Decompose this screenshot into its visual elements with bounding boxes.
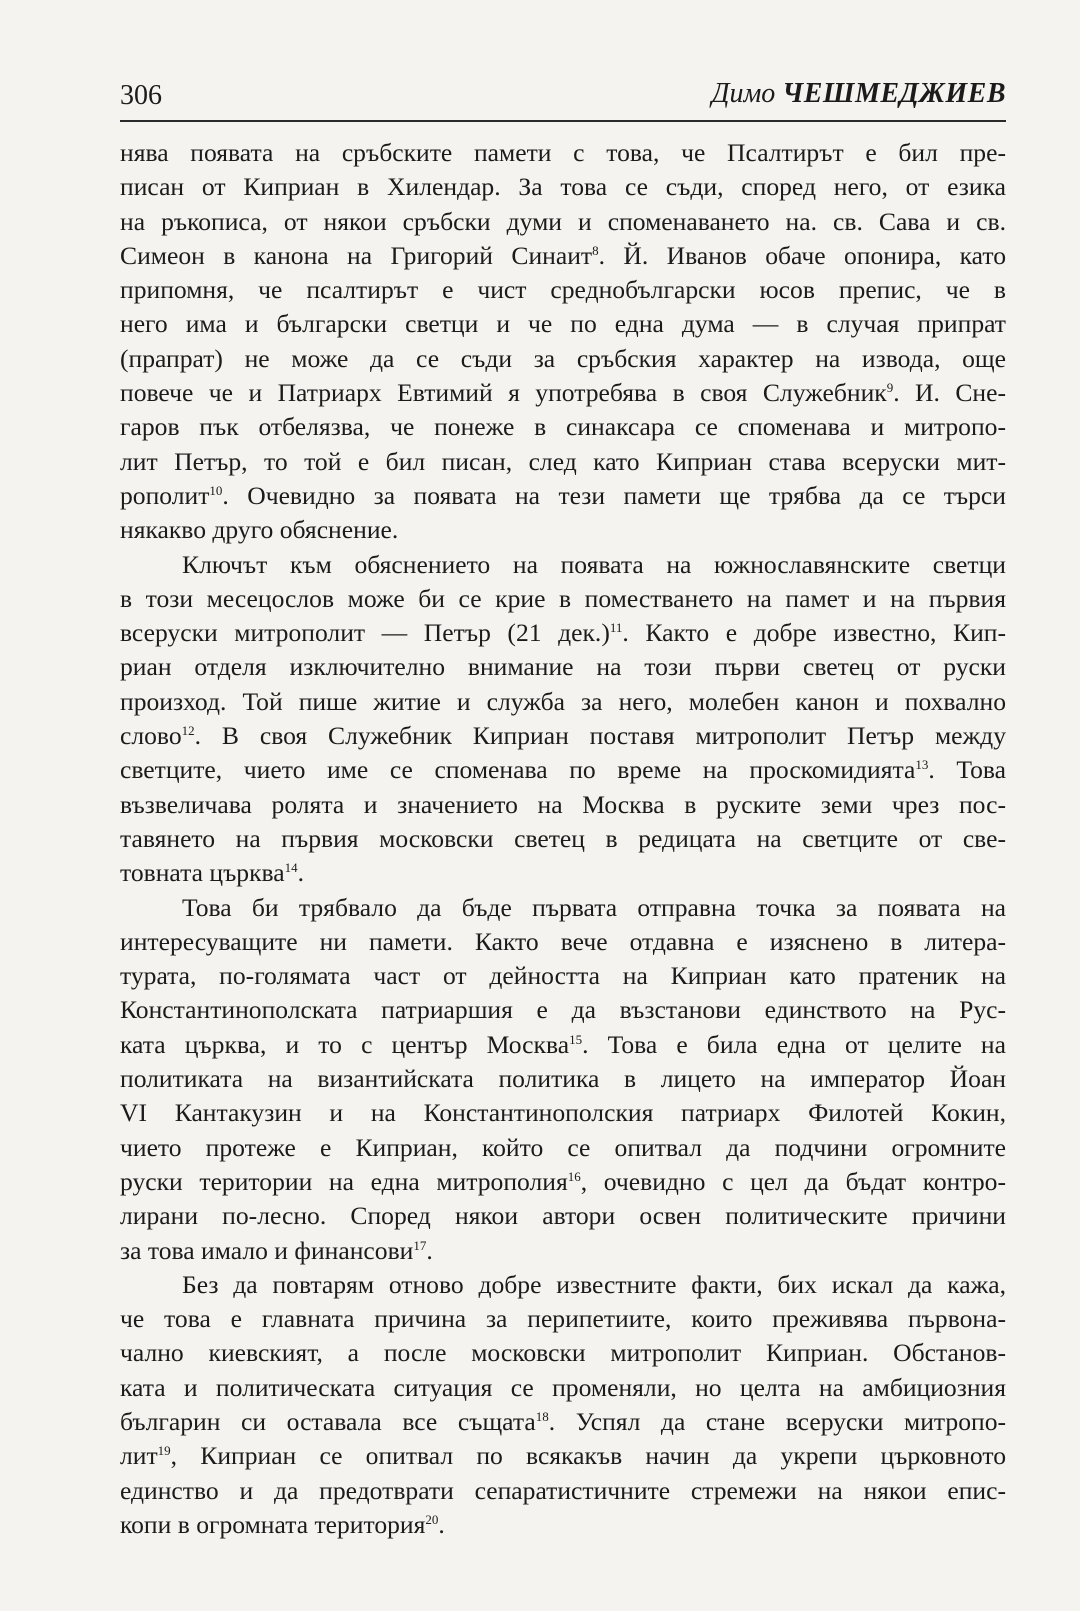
line-text-after-footnote: . xyxy=(426,1235,433,1265)
author-first-name: Димо xyxy=(711,78,776,109)
text-line xyxy=(120,1028,1006,1062)
page-header xyxy=(120,76,1006,120)
header-rule xyxy=(120,120,1006,122)
line-text: Това би трябвало да бъде първата отправна точка за появата на xyxy=(182,892,1006,922)
line-text: него има и български светци и че по една дума — в случая припрат xyxy=(120,309,1006,339)
text-line xyxy=(120,788,1006,822)
line-text: турата, по-голямата част от дейността на Киприан като пратеник на xyxy=(120,961,1006,991)
line-text: VI Кантакузин и на Константинополския патриарх Филотей Кокин, xyxy=(120,1098,1006,1128)
footnote-ref: 11 xyxy=(609,620,623,636)
line-text-after-footnote: , Киприан се опитвал по всякакъв начин да укрепи църковното xyxy=(170,1441,1006,1471)
line-text-after-footnote: . Й. Иванов обаче опонира, като xyxy=(598,240,1006,270)
line-text: гаров пък отбелязва, че понеже в синаксара се споменава и митропо- xyxy=(120,412,1006,442)
line-text: възвеличава ролята и значението на Москва в руските земи чрез пос- xyxy=(120,789,1006,819)
line-text-after-footnote: , очевидно с цел да бъдат контро- xyxy=(580,1166,1006,1196)
line-text: ката църква, и то с център Москва xyxy=(120,1029,570,1059)
line-text: припомня, че псалтирът е чист среднобългарски юсов препис, че в xyxy=(120,275,1006,305)
line-text: слово xyxy=(120,721,182,751)
text-line xyxy=(120,753,1006,787)
text-line xyxy=(120,1439,1006,1473)
text-line xyxy=(120,410,1006,444)
line-text: чието протеже е Киприан, който се опитвал да подчини огромните xyxy=(120,1132,1006,1162)
text-line xyxy=(120,170,1006,204)
line-text: тавянето на първия московски светец в редицата на светците от све- xyxy=(120,823,1006,853)
text-line xyxy=(120,719,1006,753)
line-text-after-footnote: . И. Сне- xyxy=(893,378,1006,408)
text-line xyxy=(120,616,1006,650)
footnote-ref: 16 xyxy=(567,1168,581,1184)
line-text-after-footnote: . Очевидно за появата на тези памети ще трябва да се търси xyxy=(222,480,1006,510)
footnote-ref: 20 xyxy=(425,1511,439,1527)
line-text: лит xyxy=(120,1441,158,1471)
line-text-after-footnote: . Това xyxy=(928,755,1006,785)
text-line xyxy=(120,513,1006,547)
paragraph-first-line xyxy=(120,548,1006,582)
line-text: товната църква xyxy=(120,858,285,888)
line-text-after-footnote: . Както е добре известно, Кип- xyxy=(622,618,1006,648)
line-text-after-footnote: . xyxy=(297,858,305,888)
line-text: лит Петър, то той е бил писан, след като Киприан става всеруски мит- xyxy=(120,446,1006,476)
line-text: нява появата на сръбските памети с това, че Псалтирът е бил пре- xyxy=(120,138,1006,167)
line-text-after-footnote: . xyxy=(438,1509,445,1539)
text-line xyxy=(120,342,1006,376)
footnote-ref: 13 xyxy=(915,757,929,773)
line-text: Симеон в канона на Григорий Синаит xyxy=(120,240,593,270)
text-line xyxy=(120,925,1006,959)
text-line xyxy=(120,822,1006,856)
paragraph-first-line xyxy=(120,891,1006,925)
line-text: повече че и Патриарх Евтимий я употребява в своя Служебник xyxy=(120,378,887,408)
page-number: 306 xyxy=(120,80,162,111)
line-text: руски територии на една митрополия xyxy=(120,1166,568,1196)
line-text-after-footnote: . Успял да стане всеруски митропо- xyxy=(548,1406,1007,1436)
line-text-after-footnote: . В своя Служебник Киприан поставя митрополит Петър между xyxy=(194,721,1006,751)
line-text: политиката на византийската политика в лицето на император Йоан xyxy=(120,1064,1006,1094)
text-line xyxy=(120,205,1006,239)
text-line xyxy=(120,959,1006,993)
text-line xyxy=(120,479,1006,513)
text-line xyxy=(120,993,1006,1027)
line-text: за това имало и финансови xyxy=(120,1235,414,1265)
line-text: писан от Киприан в Хилендар. За това се съди, според него, от езика xyxy=(120,172,1006,202)
body-text xyxy=(120,136,1006,1542)
footnote-ref: 9 xyxy=(886,380,894,396)
line-text: интересуващите ни памети. Както вече отдавна е изяснено в литера- xyxy=(120,926,1006,956)
footnote-ref: 15 xyxy=(569,1031,583,1047)
text-line xyxy=(120,1165,1006,1199)
line-text: (прапрат) не може да се съди за сръбския характер на извода, още xyxy=(120,343,1006,373)
text-line xyxy=(120,273,1006,307)
line-text: единство и да предотврати сепаратистичните стремежи на някои епис- xyxy=(120,1475,1006,1505)
line-text: риан отделя изключително внимание на този първи светец от руски xyxy=(120,652,1006,682)
line-text: в този месецослов може би се крие в поместването на памет и на първия xyxy=(120,583,1006,613)
footnote-ref: 19 xyxy=(157,1443,171,1459)
footnote-ref: 8 xyxy=(592,242,599,258)
line-text: Ключът към обяснението на появата на южнославянските светци xyxy=(182,549,1006,579)
text-line xyxy=(120,445,1006,479)
line-text: всеруски митрополит — Петър (21 дек.) xyxy=(120,618,610,648)
text-line xyxy=(120,1405,1006,1439)
text-line xyxy=(120,685,1006,719)
text-line xyxy=(120,650,1006,684)
text-line xyxy=(120,1508,1006,1542)
text-line xyxy=(120,1234,1006,1268)
text-line xyxy=(120,1096,1006,1130)
line-text: ката и политическата ситуация се променяли, но целта на амбициозния xyxy=(120,1372,1006,1402)
line-text: светците, чието име се споменава по време на проскомидията xyxy=(120,755,916,785)
text-line xyxy=(120,1336,1006,1370)
footnote-ref: 18 xyxy=(535,1408,549,1424)
text-line xyxy=(120,1302,1006,1336)
footnote-ref: 12 xyxy=(181,723,195,739)
text-line xyxy=(120,1371,1006,1405)
line-text: копи в огромната територия xyxy=(120,1509,426,1539)
text-line xyxy=(120,582,1006,616)
author-last-name: ЧЕШМЕДЖИЕВ xyxy=(782,78,1006,109)
line-text: че това е главната причина за перипетиите, които преживява първона- xyxy=(120,1304,1006,1334)
line-text: рополит xyxy=(120,480,210,510)
line-text: някакво друго обяснение. xyxy=(120,515,399,545)
text-line xyxy=(120,1062,1006,1096)
text-line xyxy=(120,239,1006,273)
footnote-ref: 14 xyxy=(284,860,298,876)
text-line xyxy=(120,1131,1006,1165)
line-text: на ръкописа, от някои сръбски думи и споменаването на. св. Сава и св. xyxy=(120,206,1006,236)
running-head-author xyxy=(712,78,1006,110)
line-text: произход. Той пише житие и служба за него, молебен канон и похвално xyxy=(120,686,1006,716)
line-text: Без да повтарям отново добре известните факти, бих искал да кажа, xyxy=(182,1269,1006,1299)
text-line xyxy=(120,1474,1006,1508)
paragraph-first-line xyxy=(120,1268,1006,1302)
line-text: чално киевският, а после московски митрополит Киприан. Обстанов- xyxy=(120,1338,1006,1368)
text-line xyxy=(120,136,1006,170)
line-text: Константинополската патриаршия е да възстанови единството на Рус- xyxy=(120,995,1006,1025)
text-line xyxy=(120,1199,1006,1233)
line-text: българин си оставала все същата xyxy=(120,1406,536,1436)
footnote-ref: 10 xyxy=(209,482,223,498)
text-line xyxy=(120,856,1006,890)
footnote-ref: 17 xyxy=(413,1237,427,1253)
line-text-after-footnote: . Това е била една от целите на xyxy=(582,1029,1006,1059)
text-line xyxy=(120,307,1006,341)
text-line xyxy=(120,376,1006,410)
line-text: лирани по-лесно. Според някои автори освен политическите причини xyxy=(120,1201,1006,1231)
